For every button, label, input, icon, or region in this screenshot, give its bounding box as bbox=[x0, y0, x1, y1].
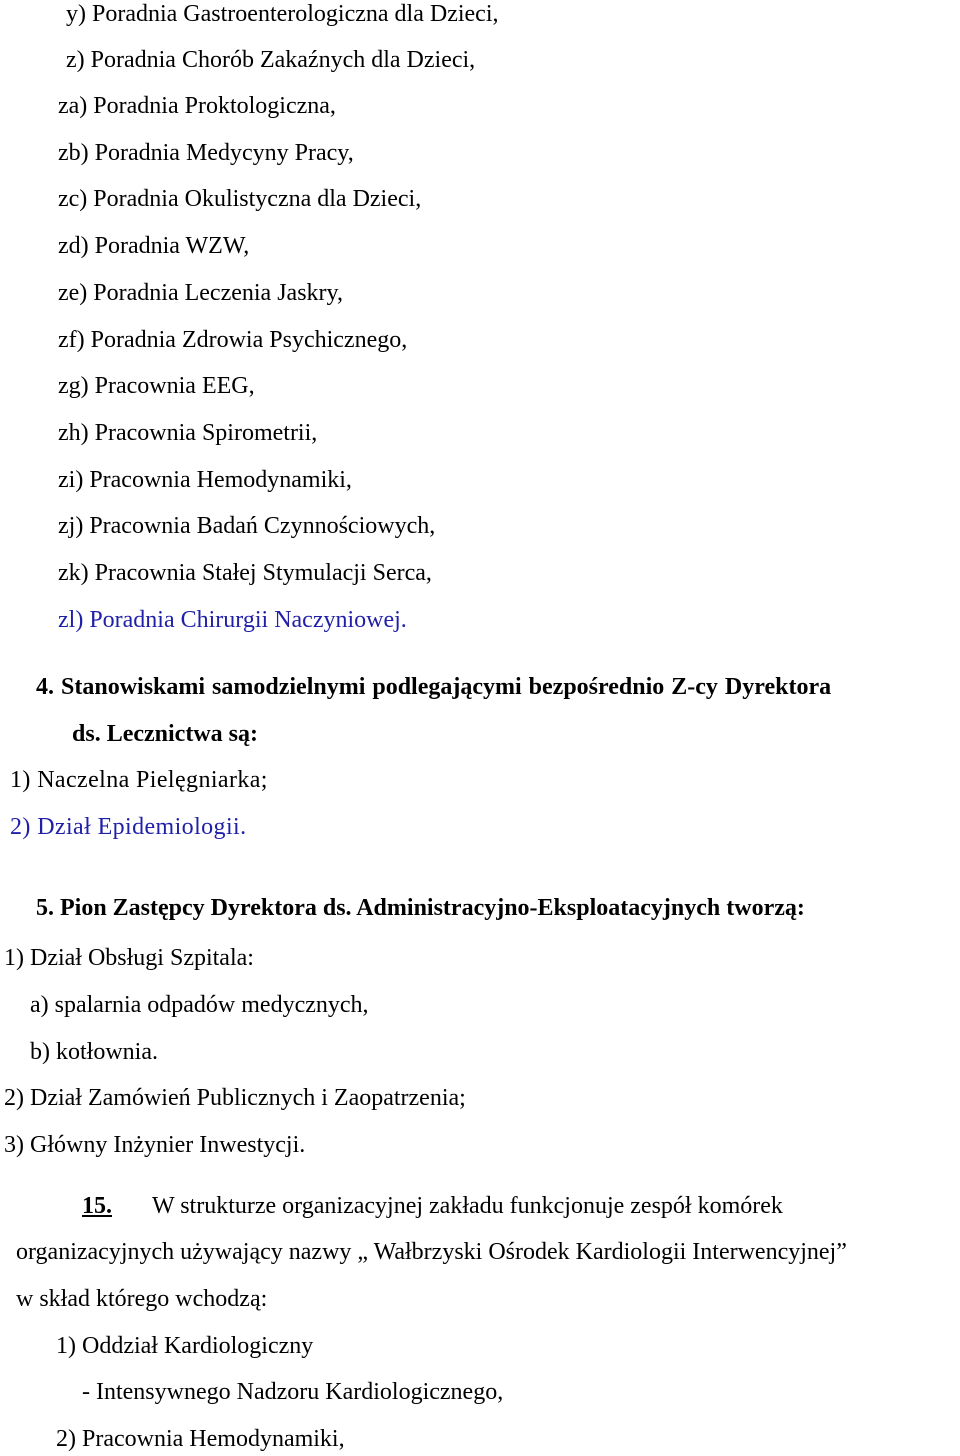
list-item: z) Poradnia Chorób Zakaźnych dla Dzieci, bbox=[66, 47, 476, 73]
list-item: 1) Oddział Kardiologiczny bbox=[56, 1333, 314, 1359]
list-item: 1) Naczelna Pielęgniarka; bbox=[10, 767, 268, 793]
list-item: zh) Pracownia Spirometrii, bbox=[58, 420, 318, 446]
list-item: zg) Pracownia EEG, bbox=[58, 373, 255, 399]
paragraph-text: w skład którego wchodzą: bbox=[16, 1286, 268, 1312]
list-item: ze) Poradnia Leczenia Jaskry, bbox=[58, 280, 343, 306]
list-item: zl) Poradnia Chirurgii Naczyniowej. bbox=[58, 607, 407, 633]
list-item: zf) Poradnia Zdrowia Psychicznego, bbox=[58, 327, 408, 353]
paragraph-text: W strukturze organizacyjnej zakładu funkcjonuje zespół komórek bbox=[152, 1193, 783, 1219]
list-item: zj) Pracownia Badań Czynnościowych, bbox=[58, 513, 436, 539]
section-heading: 5. Pion Zastępcy Dyrektora ds. Administracyjno-Eksploatacyjnych tworzą: bbox=[36, 895, 805, 921]
list-item: zi) Pracownia Hemodynamiki, bbox=[58, 467, 352, 493]
sub-list-item: b) kotłownia. bbox=[30, 1039, 158, 1065]
paragraph-number: 15. bbox=[82, 1193, 112, 1219]
list-item: 2) Pracownia Hemodynamiki, bbox=[56, 1426, 345, 1452]
paragraph-text: organizacyjnych używający nazwy „ Wałbrzyski Ośrodek Kardiologii Interwencyjnej” bbox=[16, 1239, 847, 1265]
list-item: 2) Dział Epidemiologii. bbox=[10, 814, 247, 840]
list-item: 2) Dział Zamówień Publicznych i Zaopatrzenia; bbox=[4, 1085, 466, 1111]
list-item: 1) Dział Obsługi Szpitala: bbox=[4, 945, 254, 971]
list-item: zc) Poradnia Okulistyczna dla Dzieci, bbox=[58, 186, 422, 212]
list-item: zb) Poradnia Medycyny Pracy, bbox=[58, 140, 354, 166]
list-item: zk) Pracownia Stałej Stymulacji Serca, bbox=[58, 560, 432, 586]
section-heading-continued: ds. Lecznictwa są: bbox=[72, 721, 258, 747]
list-item: y) Poradnia Gastroenterologiczna dla Dzieci, bbox=[66, 1, 499, 27]
sub-list-item: - Intensywnego Nadzoru Kardiologicznego, bbox=[82, 1379, 504, 1405]
section-heading: 4. Stanowiskami samodzielnymi podlegającymi bezpośrednio Z-cy Dyrektora bbox=[36, 674, 832, 700]
sub-list-item: a) spalarnia odpadów medycznych, bbox=[30, 992, 369, 1018]
list-item: zd) Poradnia WZW, bbox=[58, 233, 250, 259]
list-item: za) Poradnia Proktologiczna, bbox=[58, 93, 336, 119]
list-item: 3) Główny Inżynier Inwestycji. bbox=[4, 1132, 306, 1158]
